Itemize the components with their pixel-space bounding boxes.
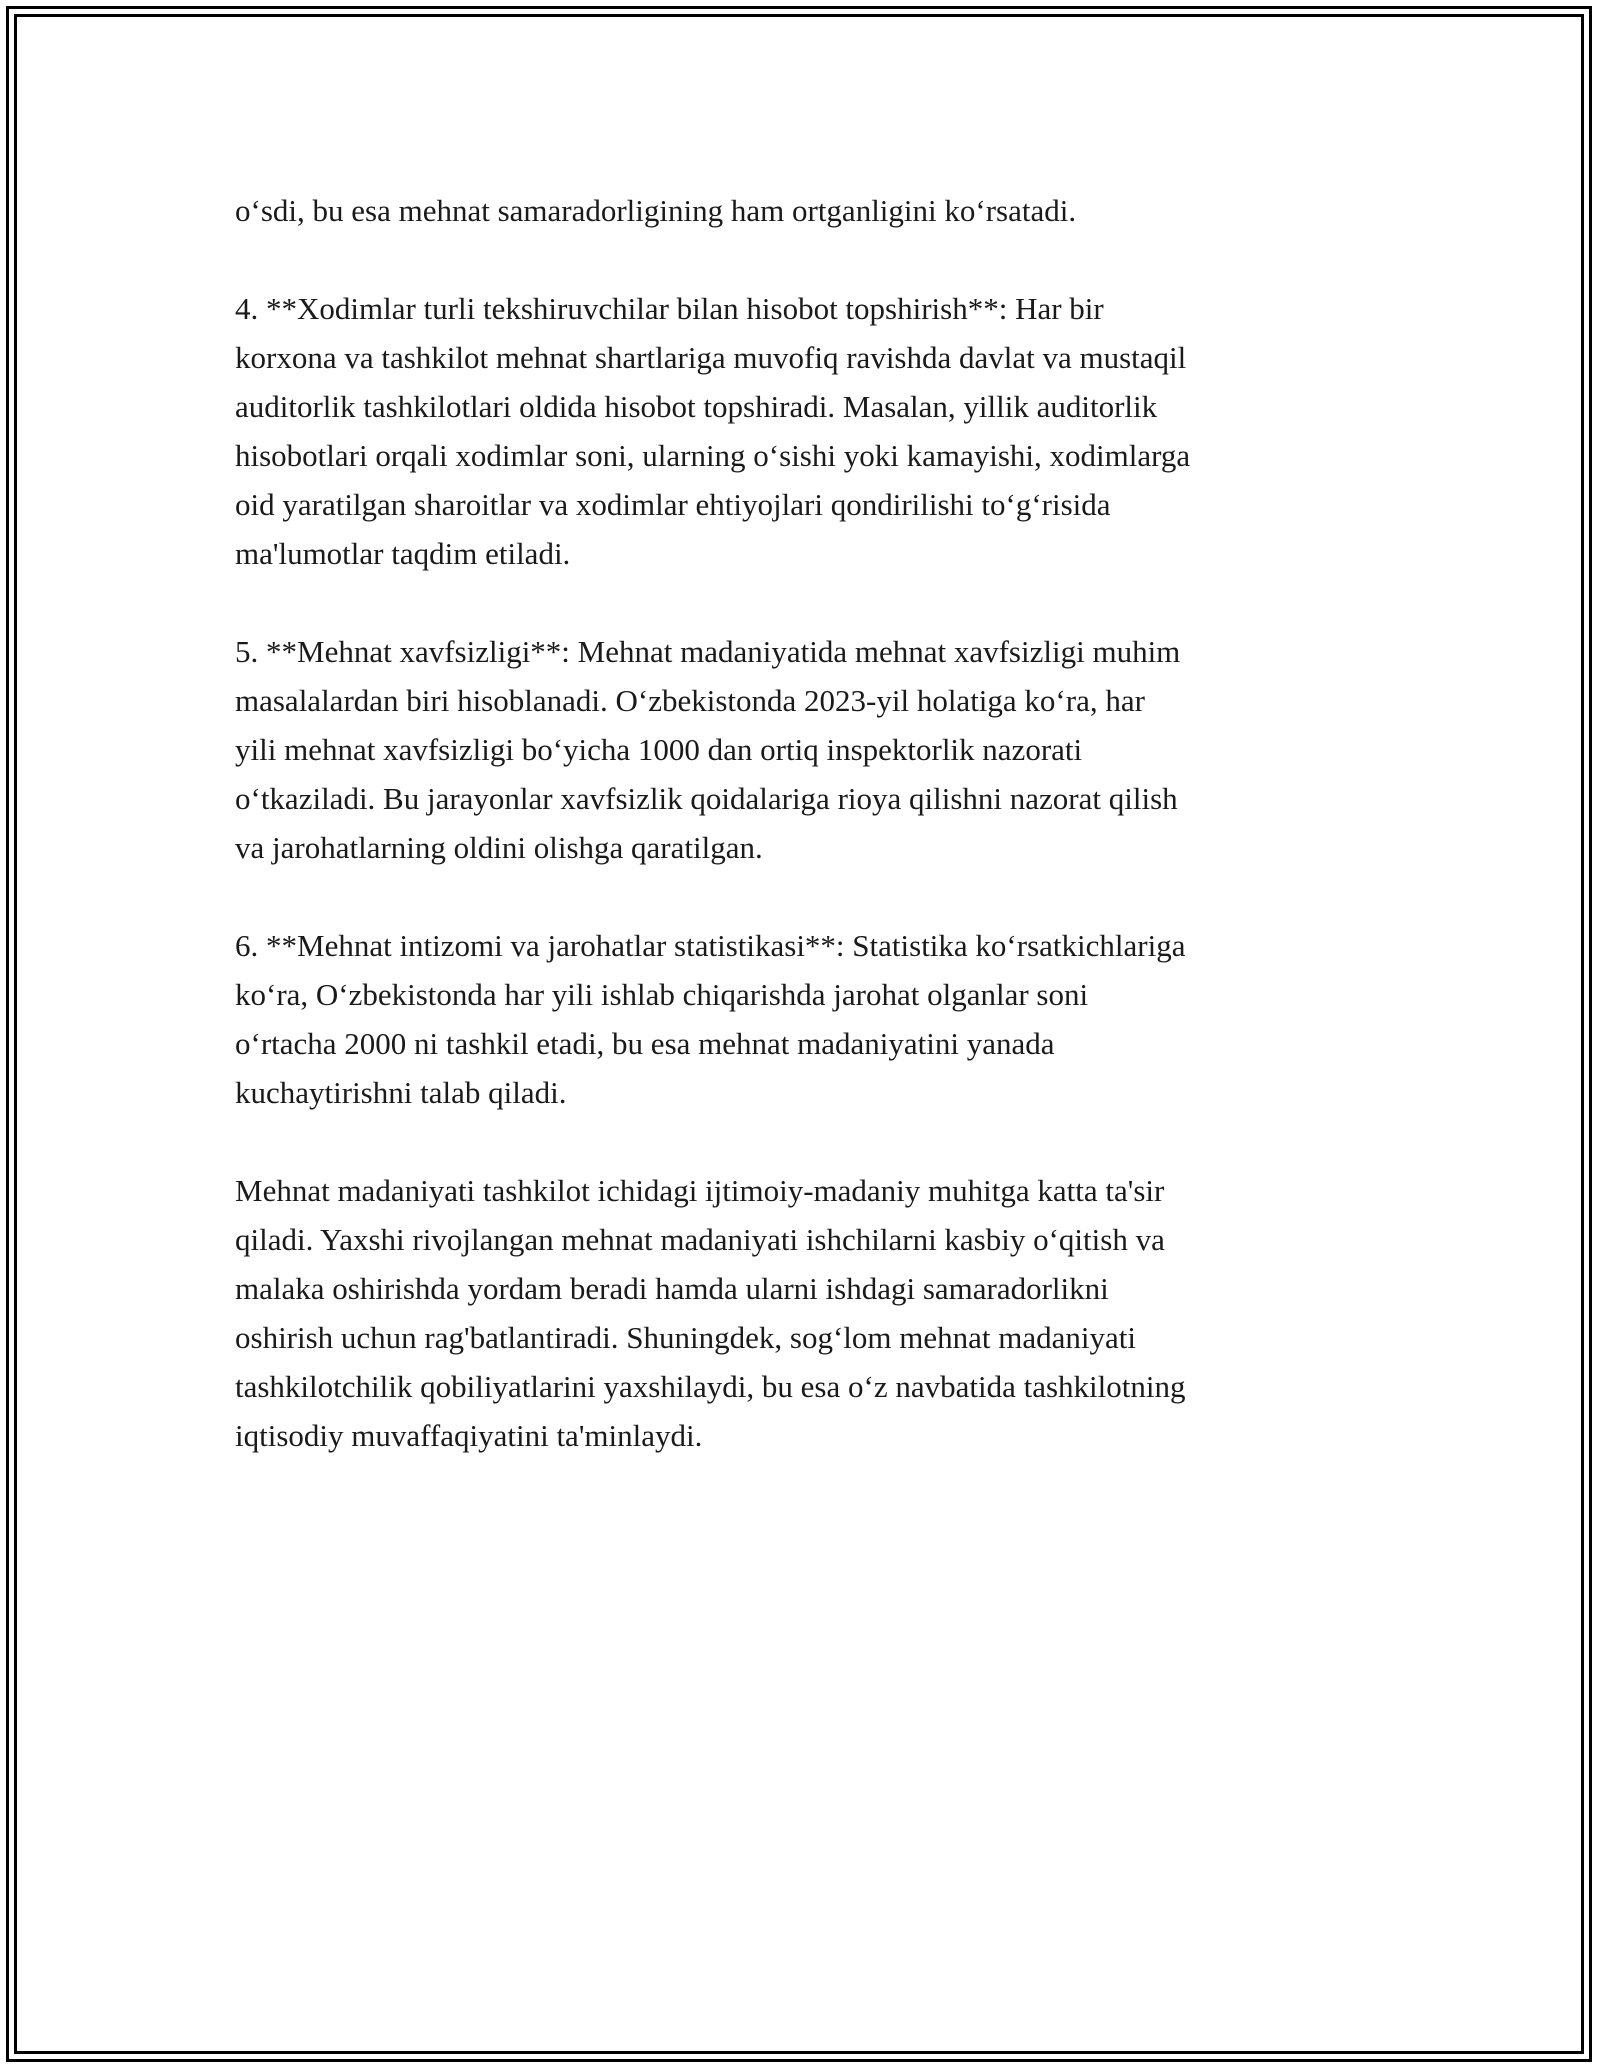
paragraph-continuation: o‘sdi, bu esa mehnat samaradorligining ham ortganligini ko‘rsatadi. — [235, 193, 1077, 228]
paragraph-item-6-discipline: 6. **Mehnat intizomi va jarohatlar statistikasi**: Statistika ko‘rsatkichlariga ko‘ra, O‘zbekistonda har yili ishlab chiqarishda jarohat olganlar soni o‘rtacha 2000 ni tashkil etadi, bu esa mehnat madaniyatini yanada kuchaytirishni talab qiladi. — [235, 928, 1186, 1110]
paragraph-item-5-safety: 5. **Mehnat xavfsizligi**: Mehnat madaniyatida mehnat xavfsizligi muhim masalalardan biri hisoblanadi. O‘zbekistonda 2023-yil holatiga ko‘ra, har yili mehnat xavfsizligi bo‘yicha 1000 dan ortiq inspektorlik nazorati o‘tkaziladi. Bu jarayonlar xavfsizlik qoidalariga rioya qilishni nazorat qilish va jarohatlarning oldini olishga qaratilgan. — [235, 634, 1181, 865]
paragraph-conclusion: Mehnat madaniyati tashkilot ichidagi ijtimoiy-madaniy muhitga katta ta'sir qiladi. Yaxshi rivojlangan mehnat madaniyati ishchilarni kasbiy o‘qitish va malaka oshirishda yordam beradi hamda ularni ishdagi samaradorlikni oshirish uchun rag'batlantiradi. Shuningdek, sog‘lom mehnat madaniyati tashkilotchilik qobiliyatlarini yaxshilaydi, bu esa o‘z navbatida tashkilotning iqtisodiy muvaffaqiyatini ta'minlaydi. — [235, 1173, 1186, 1453]
paragraph-item-4-reporting: 4. **Xodimlar turli tekshiruvchilar bilan hisobot topshirish**: Har bir korxona va tashkilot mehnat shartlariga muvofiq ravishda davlat va mustaqil auditorlik tashkilotlari oldida hisobot topshiradi. Masalan, yillik auditorlik hisobotlari orqali xodimlar soni, ularning o‘sishi yoki kamayishi, xodimlarga oid yaratilgan sharoitlar va xodimlar ehtiyojlari qondirilishi to‘g‘risida ma'lumotlar taqdim etiladi. — [235, 291, 1191, 571]
document-body — [235, 186, 1395, 1509]
